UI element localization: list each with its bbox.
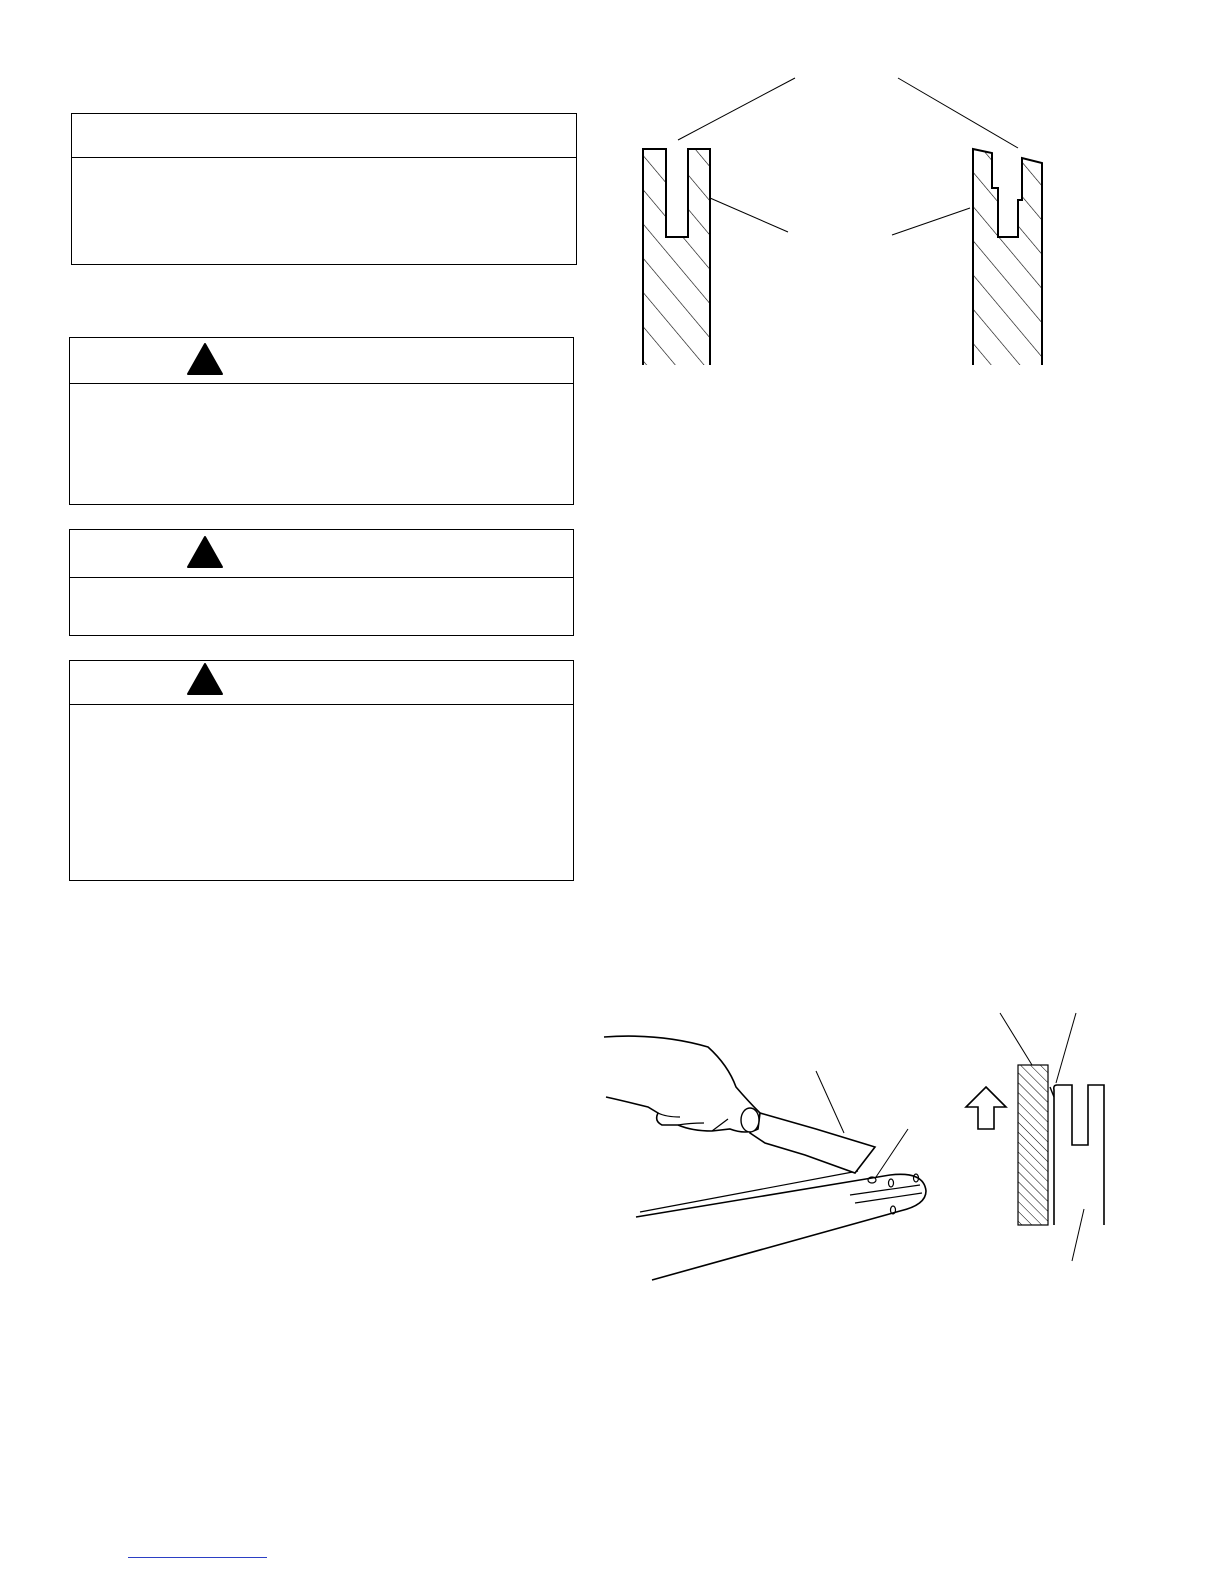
leader-line bbox=[1056, 1013, 1076, 1083]
rail-section-good bbox=[643, 149, 710, 365]
warning-box-1 bbox=[69, 337, 574, 505]
leader-line bbox=[678, 78, 795, 140]
bar-groove-cross-section-figure bbox=[620, 60, 1070, 380]
warning-box-1-header bbox=[70, 338, 573, 384]
leader-line bbox=[876, 1129, 908, 1177]
leader-line bbox=[816, 1071, 844, 1133]
hand bbox=[604, 1036, 760, 1132]
rail-section-worn bbox=[973, 149, 1042, 365]
rail-burr-detail-figure bbox=[960, 1005, 1120, 1270]
up-arrow-icon bbox=[966, 1087, 1006, 1129]
thumbnail bbox=[741, 1108, 759, 1132]
bar-hole bbox=[889, 1179, 894, 1187]
warning-box-3 bbox=[69, 660, 574, 881]
file-section bbox=[1018, 1065, 1048, 1225]
flat-file bbox=[750, 1113, 875, 1173]
warning-box-2-header bbox=[70, 530, 573, 578]
notice-box-header bbox=[72, 114, 576, 158]
warning-box-2 bbox=[69, 529, 574, 636]
warning-box-3-header bbox=[70, 661, 573, 705]
leader-line bbox=[710, 198, 788, 232]
alert-triangle-icon bbox=[186, 535, 224, 569]
leader-line bbox=[892, 208, 970, 235]
notice-box bbox=[71, 113, 577, 265]
guide-bar-rail bbox=[850, 1185, 922, 1203]
footer-rule bbox=[128, 1557, 267, 1558]
bar-rail-deburring-figure bbox=[600, 1025, 940, 1290]
rail-with-burr bbox=[1054, 1085, 1104, 1225]
alert-triangle-icon bbox=[186, 342, 224, 376]
leader-line bbox=[1000, 1013, 1032, 1065]
leader-line bbox=[1072, 1209, 1084, 1261]
leader-line bbox=[898, 78, 1018, 148]
alert-triangle-icon bbox=[186, 662, 224, 696]
guide-bar-top-edge bbox=[640, 1171, 858, 1212]
